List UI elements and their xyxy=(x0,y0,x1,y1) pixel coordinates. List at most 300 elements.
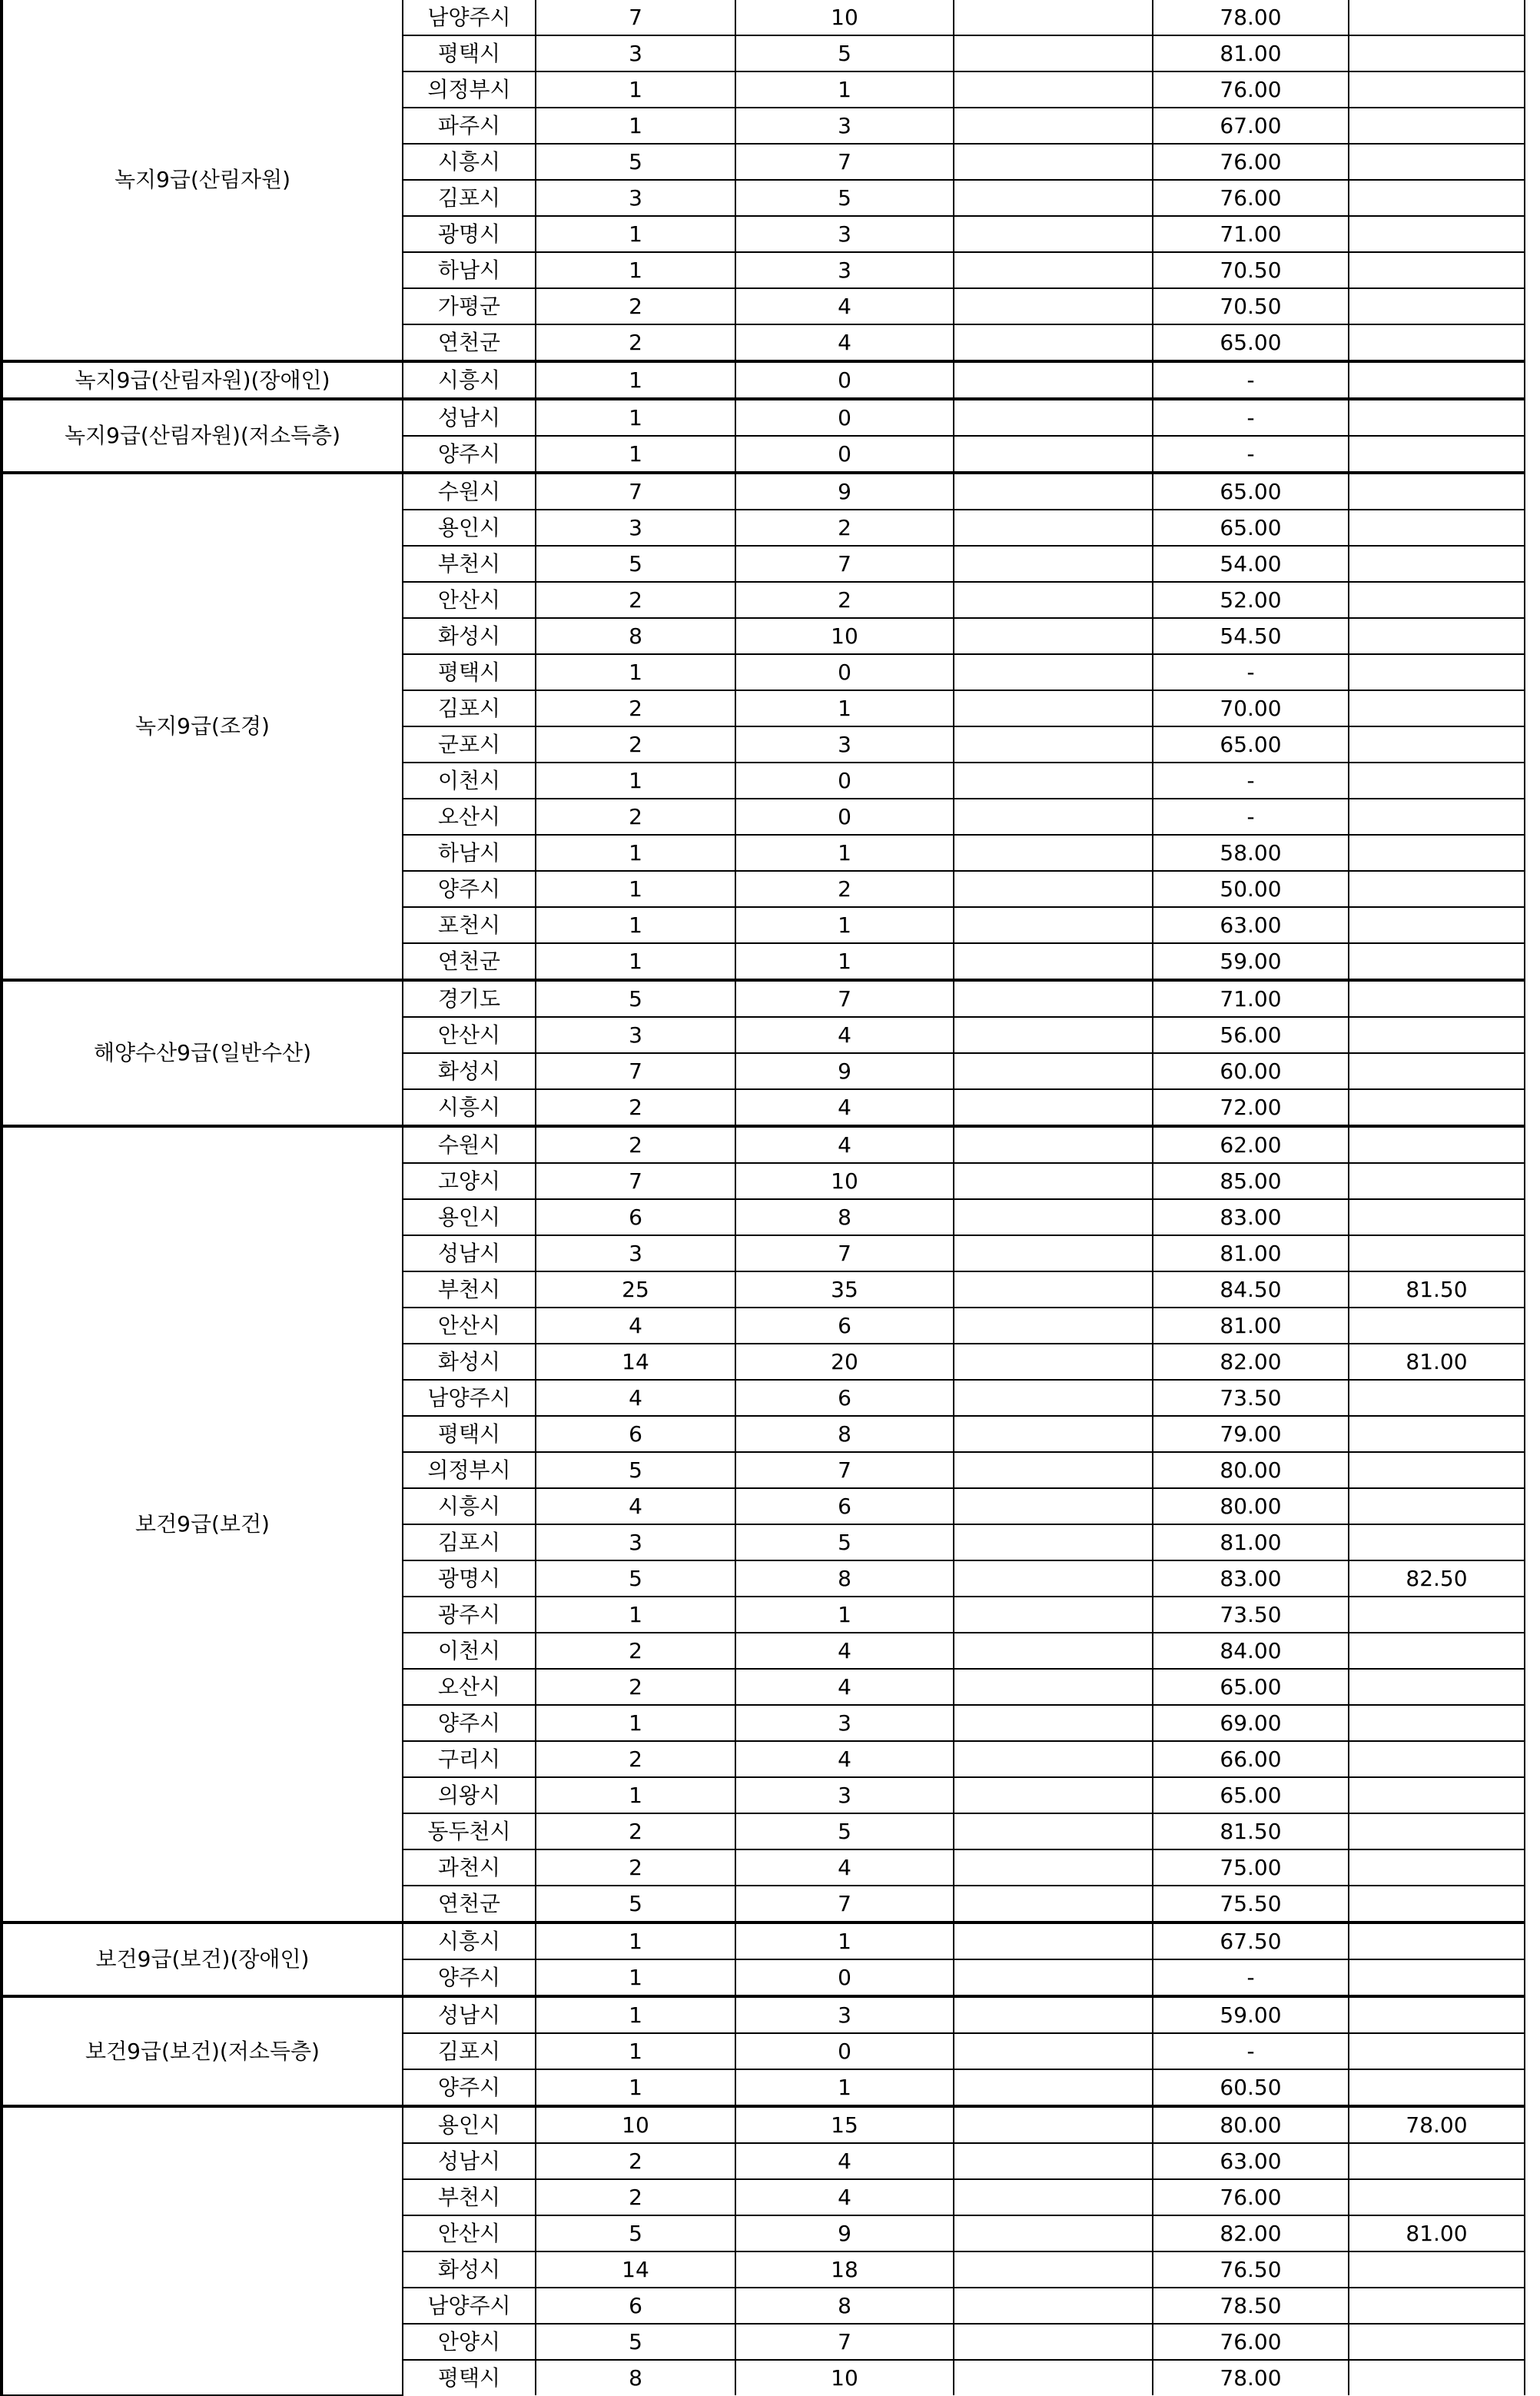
region-cell: 시흥시 xyxy=(403,1922,536,1959)
blank-cell xyxy=(954,763,1153,799)
blank-cell xyxy=(954,1560,1153,1597)
category-cell: 녹지9급(조경) xyxy=(2,473,403,980)
applicants-cell: 1 xyxy=(735,690,954,726)
cutoff-score-cell: 79.00 xyxy=(1153,1416,1349,1452)
quota-cell: 14 xyxy=(536,1344,735,1380)
quota-cell: 1 xyxy=(536,1959,735,1996)
quota-cell: 2 xyxy=(536,1741,735,1777)
second-score-cell xyxy=(1349,436,1525,473)
applicants-cell: 1 xyxy=(735,835,954,871)
region-cell: 수원시 xyxy=(403,473,536,510)
second-score-cell: 82.50 xyxy=(1349,1560,1525,1597)
blank-cell xyxy=(954,180,1153,216)
second-score-cell xyxy=(1349,1633,1525,1669)
applicants-cell: 3 xyxy=(735,216,954,252)
applicants-cell: 3 xyxy=(735,1777,954,1813)
quota-cell: 2 xyxy=(536,1089,735,1126)
quota-cell: 1 xyxy=(536,361,735,399)
quota-cell: 1 xyxy=(536,1597,735,1633)
region-cell: 파주시 xyxy=(403,108,536,144)
blank-cell xyxy=(954,2106,1153,2143)
blank-cell xyxy=(954,726,1153,763)
applicants-cell: 8 xyxy=(735,1560,954,1597)
blank-cell xyxy=(954,980,1153,1017)
cutoff-score-cell: 56.00 xyxy=(1153,1017,1349,1053)
region-cell: 양주시 xyxy=(403,2069,536,2106)
quota-cell: 10 xyxy=(536,2106,735,2143)
second-score-cell xyxy=(1349,835,1525,871)
region-cell: 화성시 xyxy=(403,1053,536,1089)
quota-cell: 1 xyxy=(536,71,735,108)
applicants-cell: 4 xyxy=(735,1633,954,1669)
cutoff-score-cell: 52.00 xyxy=(1153,582,1349,618)
quota-cell: 1 xyxy=(536,108,735,144)
applicants-cell: 15 xyxy=(735,2106,954,2143)
second-score-cell xyxy=(1349,2033,1525,2069)
quota-cell: 3 xyxy=(536,180,735,216)
region-cell: 고양시 xyxy=(403,1163,536,1199)
blank-cell xyxy=(954,1308,1153,1344)
quota-cell: 2 xyxy=(536,799,735,835)
region-cell: 남양주시 xyxy=(403,1380,536,1416)
region-cell: 광주시 xyxy=(403,1597,536,1633)
applicants-cell: 4 xyxy=(735,1126,954,1163)
applicants-cell: 3 xyxy=(735,252,954,288)
applicants-cell: 4 xyxy=(735,2143,954,2179)
region-cell: 김포시 xyxy=(403,2033,536,2069)
region-cell: 용인시 xyxy=(403,2106,536,2143)
region-cell: 광명시 xyxy=(403,216,536,252)
applicants-cell: 4 xyxy=(735,2179,954,2215)
cutoff-score-cell: 67.00 xyxy=(1153,108,1349,144)
second-score-cell xyxy=(1349,2288,1525,2324)
cutoff-score-cell: 82.00 xyxy=(1153,2215,1349,2251)
quota-cell: 2 xyxy=(536,288,735,324)
blank-cell xyxy=(954,436,1153,473)
applicants-cell: 0 xyxy=(735,1959,954,1996)
second-score-cell xyxy=(1349,1089,1525,1126)
applicants-cell: 2 xyxy=(735,510,954,546)
quota-cell: 5 xyxy=(536,546,735,582)
quota-cell: 1 xyxy=(536,871,735,907)
applicants-cell: 7 xyxy=(735,980,954,1017)
blank-cell xyxy=(954,71,1153,108)
cutoff-score-cell: - xyxy=(1153,763,1349,799)
blank-cell xyxy=(954,1416,1153,1452)
quota-cell: 2 xyxy=(536,1813,735,1849)
quota-cell: 3 xyxy=(536,1524,735,1560)
applicants-cell: 5 xyxy=(735,1524,954,1560)
second-score-cell xyxy=(1349,2143,1525,2179)
second-score-cell xyxy=(1349,324,1525,361)
applicants-cell: 0 xyxy=(735,654,954,690)
region-cell: 과천시 xyxy=(403,1849,536,1886)
second-score-cell xyxy=(1349,1416,1525,1452)
cutoff-score-cell: 78.00 xyxy=(1153,2360,1349,2395)
region-cell: 양주시 xyxy=(403,1705,536,1741)
second-score-cell: 78.00 xyxy=(1349,2106,1525,2143)
second-score-cell xyxy=(1349,1849,1525,1886)
cutoff-score-cell: 69.00 xyxy=(1153,1705,1349,1741)
second-score-cell xyxy=(1349,546,1525,582)
table-row xyxy=(2,1996,1525,2033)
quota-cell: 6 xyxy=(536,2288,735,2324)
blank-cell xyxy=(954,1669,1153,1705)
cutoff-score-cell: 73.50 xyxy=(1153,1597,1349,1633)
blank-cell xyxy=(954,2033,1153,2069)
region-cell: 화성시 xyxy=(403,618,536,654)
applicants-cell: 1 xyxy=(735,71,954,108)
cutoff-score-cell: 81.00 xyxy=(1153,1235,1349,1271)
applicants-cell: 6 xyxy=(735,1488,954,1524)
second-score-cell xyxy=(1349,1777,1525,1813)
blank-cell xyxy=(954,510,1153,546)
applicants-cell: 3 xyxy=(735,1705,954,1741)
cutoff-score-cell: 71.00 xyxy=(1153,216,1349,252)
quota-cell: 1 xyxy=(536,216,735,252)
quota-cell: 3 xyxy=(536,35,735,71)
region-cell: 평택시 xyxy=(403,2360,536,2395)
region-cell: 경기도 xyxy=(403,980,536,1017)
second-score-cell xyxy=(1349,144,1525,180)
blank-cell xyxy=(954,1597,1153,1633)
cutoff-score-cell: 76.00 xyxy=(1153,144,1349,180)
cutoff-score-cell: 76.50 xyxy=(1153,2251,1349,2288)
second-score-cell xyxy=(1349,473,1525,510)
blank-cell xyxy=(954,2215,1153,2251)
quota-cell: 1 xyxy=(536,399,735,436)
applicants-cell: 7 xyxy=(735,1452,954,1488)
blank-cell xyxy=(954,1633,1153,1669)
applicants-cell: 10 xyxy=(735,0,954,35)
blank-cell xyxy=(954,871,1153,907)
region-cell: 성남시 xyxy=(403,1235,536,1271)
second-score-cell xyxy=(1349,1813,1525,1849)
region-cell: 성남시 xyxy=(403,1996,536,2033)
quota-cell: 1 xyxy=(536,436,735,473)
quota-cell: 3 xyxy=(536,510,735,546)
second-score-cell xyxy=(1349,71,1525,108)
region-cell: 가평군 xyxy=(403,288,536,324)
second-score-cell xyxy=(1349,582,1525,618)
cutoff-score-cell: - xyxy=(1153,436,1349,473)
second-score-cell xyxy=(1349,1235,1525,1271)
region-cell: 남양주시 xyxy=(403,0,536,35)
cutoff-score-cell: 60.00 xyxy=(1153,1053,1349,1089)
cutoff-score-cell: 66.00 xyxy=(1153,1741,1349,1777)
blank-cell xyxy=(954,582,1153,618)
region-cell: 시흥시 xyxy=(403,1488,536,1524)
blank-cell xyxy=(954,546,1153,582)
second-score-cell xyxy=(1349,763,1525,799)
cutoff-score-cell: 70.00 xyxy=(1153,690,1349,726)
quota-cell: 1 xyxy=(536,252,735,288)
quota-cell: 5 xyxy=(536,1560,735,1597)
region-cell: 김포시 xyxy=(403,180,536,216)
blank-cell xyxy=(954,1959,1153,1996)
cutoff-score-cell: 76.00 xyxy=(1153,71,1349,108)
cutoff-score-cell: 71.00 xyxy=(1153,980,1349,1017)
second-score-cell xyxy=(1349,1488,1525,1524)
blank-cell xyxy=(954,2069,1153,2106)
cutoff-score-cell: 73.50 xyxy=(1153,1380,1349,1416)
region-cell: 하남시 xyxy=(403,252,536,288)
blank-cell xyxy=(954,1488,1153,1524)
cutoff-score-cell: 72.00 xyxy=(1153,1089,1349,1126)
applicants-cell: 7 xyxy=(735,2324,954,2360)
table-row xyxy=(2,361,1525,399)
applicants-cell: 0 xyxy=(735,763,954,799)
applicants-cell: 1 xyxy=(735,1597,954,1633)
second-score-cell xyxy=(1349,980,1525,1017)
region-cell: 연천군 xyxy=(403,324,536,361)
quota-cell: 4 xyxy=(536,1308,735,1344)
applicants-cell: 10 xyxy=(735,1163,954,1199)
applicants-cell: 4 xyxy=(735,1849,954,1886)
applicants-cell: 1 xyxy=(735,2069,954,2106)
table-row xyxy=(2,2106,1525,2143)
region-cell: 동두천시 xyxy=(403,1813,536,1849)
quota-cell: 6 xyxy=(536,1416,735,1452)
applicants-cell: 18 xyxy=(735,2251,954,2288)
applicants-cell: 4 xyxy=(735,1669,954,1705)
quota-cell: 1 xyxy=(536,1922,735,1959)
second-score-cell xyxy=(1349,510,1525,546)
second-score-cell xyxy=(1349,1017,1525,1053)
quota-cell: 7 xyxy=(536,1053,735,1089)
blank-cell xyxy=(954,1741,1153,1777)
second-score-cell xyxy=(1349,690,1525,726)
applicants-cell: 4 xyxy=(735,1741,954,1777)
region-cell: 남양주시 xyxy=(403,2288,536,2324)
second-score-cell xyxy=(1349,2251,1525,2288)
region-cell: 평택시 xyxy=(403,1416,536,1452)
applicants-cell: 9 xyxy=(735,2215,954,2251)
applicants-cell: 20 xyxy=(735,1344,954,1380)
applicants-cell: 8 xyxy=(735,2288,954,2324)
region-cell: 용인시 xyxy=(403,510,536,546)
cutoff-score-cell: 54.00 xyxy=(1153,546,1349,582)
second-score-cell xyxy=(1349,1163,1525,1199)
second-score-cell: 81.50 xyxy=(1349,1271,1525,1308)
quota-cell: 25 xyxy=(536,1271,735,1308)
quota-cell: 5 xyxy=(536,2215,735,2251)
blank-cell xyxy=(954,690,1153,726)
second-score-cell xyxy=(1349,1705,1525,1741)
second-score-cell xyxy=(1349,35,1525,71)
quota-cell: 5 xyxy=(536,980,735,1017)
second-score-cell xyxy=(1349,1959,1525,1996)
second-score-cell xyxy=(1349,618,1525,654)
region-cell: 부천시 xyxy=(403,1271,536,1308)
quota-cell: 1 xyxy=(536,2033,735,2069)
region-cell: 오산시 xyxy=(403,1669,536,1705)
region-cell: 이천시 xyxy=(403,763,536,799)
blank-cell xyxy=(954,361,1153,399)
applicants-cell: 0 xyxy=(735,799,954,835)
table-row xyxy=(2,1922,1525,1959)
cutoff-score-cell: 82.00 xyxy=(1153,1344,1349,1380)
quota-cell: 2 xyxy=(536,1669,735,1705)
cutoff-score-cell: 83.00 xyxy=(1153,1199,1349,1235)
blank-cell xyxy=(954,473,1153,510)
applicants-cell: 1 xyxy=(735,907,954,943)
quota-cell: 4 xyxy=(536,1488,735,1524)
quota-cell: 5 xyxy=(536,1452,735,1488)
region-cell: 평택시 xyxy=(403,35,536,71)
applicants-cell: 7 xyxy=(735,144,954,180)
applicants-cell: 1 xyxy=(735,943,954,980)
region-cell: 화성시 xyxy=(403,2251,536,2288)
cutoff-score-cell: 81.00 xyxy=(1153,35,1349,71)
applicants-cell: 0 xyxy=(735,436,954,473)
blank-cell xyxy=(954,1199,1153,1235)
category-cell: 녹지9급(산림자원)(저소득층) xyxy=(2,399,403,473)
quota-cell: 5 xyxy=(536,2324,735,2360)
cutoff-score-cell: 58.00 xyxy=(1153,835,1349,871)
second-score-cell xyxy=(1349,361,1525,399)
region-cell: 의정부시 xyxy=(403,71,536,108)
blank-cell xyxy=(954,399,1153,436)
applicants-cell: 5 xyxy=(735,1813,954,1849)
region-cell: 하남시 xyxy=(403,835,536,871)
region-cell: 부천시 xyxy=(403,2179,536,2215)
applicants-cell: 3 xyxy=(735,726,954,763)
cutoff-score-cell: 76.00 xyxy=(1153,180,1349,216)
second-score-cell xyxy=(1349,252,1525,288)
region-cell: 연천군 xyxy=(403,943,536,980)
blank-cell xyxy=(954,1886,1153,1922)
blank-cell xyxy=(954,1017,1153,1053)
second-score-cell xyxy=(1349,1452,1525,1488)
blank-cell xyxy=(954,907,1153,943)
region-cell: 안산시 xyxy=(403,1017,536,1053)
second-score-cell xyxy=(1349,399,1525,436)
blank-cell xyxy=(954,1922,1153,1959)
cutoff-score-cell: 84.00 xyxy=(1153,1633,1349,1669)
region-cell: 오산시 xyxy=(403,799,536,835)
applicants-cell: 2 xyxy=(735,582,954,618)
second-score-cell xyxy=(1349,726,1525,763)
region-cell: 김포시 xyxy=(403,690,536,726)
second-score-cell xyxy=(1349,1669,1525,1705)
second-score-cell xyxy=(1349,2179,1525,2215)
second-score-cell: 81.00 xyxy=(1349,1344,1525,1380)
quota-cell: 2 xyxy=(536,2143,735,2179)
region-cell: 안산시 xyxy=(403,1308,536,1344)
cutoff-score-cell: 85.00 xyxy=(1153,1163,1349,1199)
second-score-cell xyxy=(1349,1922,1525,1959)
cutoff-score-cell: 81.00 xyxy=(1153,1308,1349,1344)
category-cell: 해양수산9급(일반수산) xyxy=(2,980,403,1126)
region-cell: 화성시 xyxy=(403,1344,536,1380)
cutoff-score-cell: 81.50 xyxy=(1153,1813,1349,1849)
second-score-cell xyxy=(1349,871,1525,907)
applicants-cell: 6 xyxy=(735,1308,954,1344)
region-cell: 성남시 xyxy=(403,2143,536,2179)
blank-cell xyxy=(954,252,1153,288)
cutoff-score-cell: 65.00 xyxy=(1153,726,1349,763)
quota-cell: 1 xyxy=(536,763,735,799)
quota-cell: 7 xyxy=(536,0,735,35)
second-score-cell xyxy=(1349,1996,1525,2033)
cutoff-score-cell: 59.00 xyxy=(1153,1996,1349,2033)
blank-cell xyxy=(954,1452,1153,1488)
second-score-cell xyxy=(1349,1308,1525,1344)
applicants-cell: 7 xyxy=(735,1235,954,1271)
region-cell: 안산시 xyxy=(403,582,536,618)
second-score-cell xyxy=(1349,1380,1525,1416)
second-score-cell xyxy=(1349,1126,1525,1163)
cutoff-score-cell: 50.00 xyxy=(1153,871,1349,907)
region-cell: 시흥시 xyxy=(403,1089,536,1126)
second-score-cell xyxy=(1349,1741,1525,1777)
cutoff-score-cell: 80.00 xyxy=(1153,1488,1349,1524)
quota-cell: 2 xyxy=(536,726,735,763)
blank-cell xyxy=(954,1996,1153,2033)
quota-cell: 4 xyxy=(536,1380,735,1416)
applicants-cell: 10 xyxy=(735,2360,954,2395)
blank-cell xyxy=(954,1524,1153,1560)
second-score-cell xyxy=(1349,2324,1525,2360)
cutoff-score-cell: 65.00 xyxy=(1153,1777,1349,1813)
quota-cell: 7 xyxy=(536,473,735,510)
region-cell: 부천시 xyxy=(403,546,536,582)
cutoff-score-cell: - xyxy=(1153,399,1349,436)
region-cell: 성남시 xyxy=(403,399,536,436)
blank-cell xyxy=(954,1089,1153,1126)
quota-cell: 2 xyxy=(536,2179,735,2215)
applicants-cell: 5 xyxy=(735,35,954,71)
applicants-cell: 8 xyxy=(735,1199,954,1235)
second-score-cell: 81.00 xyxy=(1349,2215,1525,2251)
applicants-cell: 9 xyxy=(735,473,954,510)
second-score-cell xyxy=(1349,288,1525,324)
quota-cell: 1 xyxy=(536,1705,735,1741)
applicants-cell: 9 xyxy=(735,1053,954,1089)
blank-cell xyxy=(954,324,1153,361)
applicants-cell: 4 xyxy=(735,1089,954,1126)
blank-cell xyxy=(954,2288,1153,2324)
second-score-cell xyxy=(1349,0,1525,35)
applicants-cell: 4 xyxy=(735,324,954,361)
cutoff-score-cell: 83.00 xyxy=(1153,1560,1349,1597)
category-cell xyxy=(2,2106,403,2395)
applicants-cell: 4 xyxy=(735,288,954,324)
cutoff-score-cell: - xyxy=(1153,2033,1349,2069)
quota-cell: 5 xyxy=(536,1886,735,1922)
blank-cell xyxy=(954,1849,1153,1886)
quota-cell: 2 xyxy=(536,1633,735,1669)
region-cell: 의왕시 xyxy=(403,1777,536,1813)
region-cell: 이천시 xyxy=(403,1633,536,1669)
region-cell: 양주시 xyxy=(403,436,536,473)
cutoff-score-cell: 75.00 xyxy=(1153,1849,1349,1886)
cutoff-score-cell: 80.00 xyxy=(1153,2106,1349,2143)
cutoff-score-cell: 63.00 xyxy=(1153,907,1349,943)
category-cell: 보건9급(보건)(저소득층) xyxy=(2,1996,403,2106)
blank-cell xyxy=(954,1705,1153,1741)
applicants-cell: 4 xyxy=(735,1017,954,1053)
region-cell: 광명시 xyxy=(403,1560,536,1597)
applicants-cell: 7 xyxy=(735,1886,954,1922)
second-score-cell xyxy=(1349,2360,1525,2395)
second-score-cell xyxy=(1349,2069,1525,2106)
second-score-cell xyxy=(1349,180,1525,216)
region-cell: 김포시 xyxy=(403,1524,536,1560)
applicants-cell: 1 xyxy=(735,1922,954,1959)
category-cell: 녹지9급(산림자원) xyxy=(2,0,403,361)
